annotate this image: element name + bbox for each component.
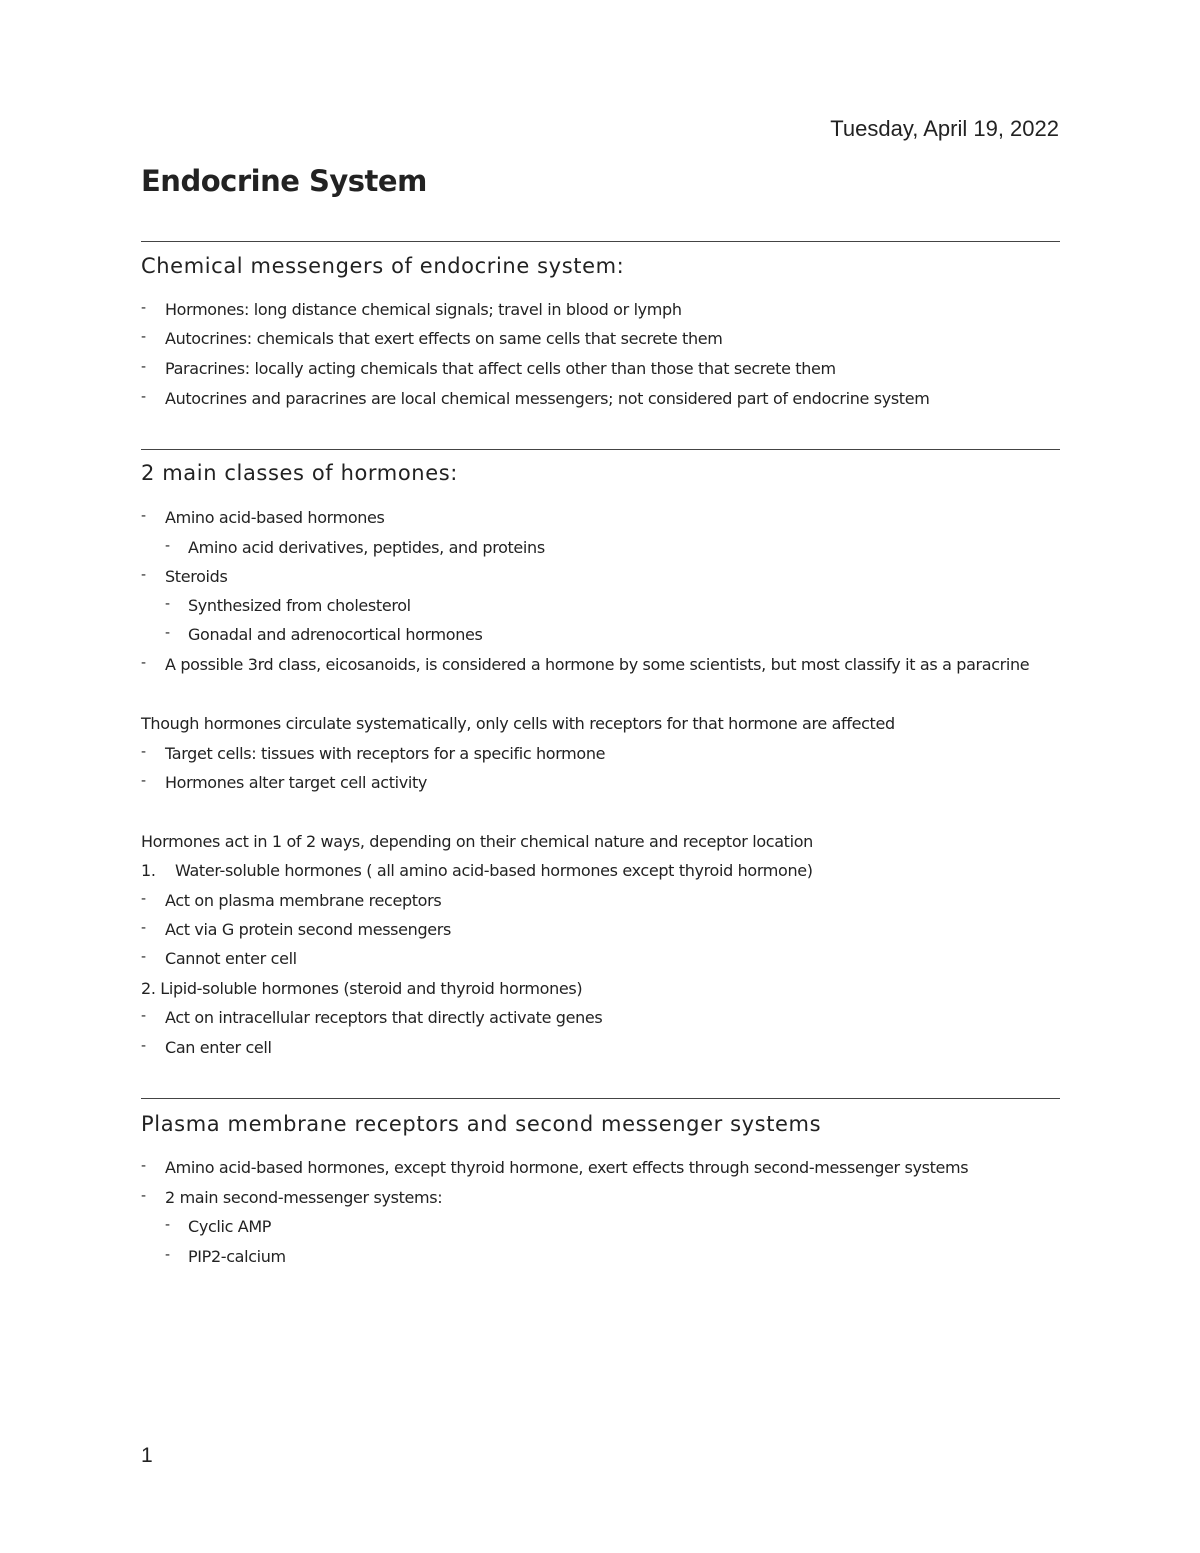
list-item: Hormones alter target cell activity	[165, 773, 428, 792]
page-number: 1	[141, 1444, 153, 1467]
bullet-dash: -	[141, 920, 147, 936]
bullet-dash: -	[141, 329, 147, 345]
list-item: Hormones: long distance chemical signals; travel in blood or lymph	[165, 300, 682, 319]
list-item: Amino acid-based hormones, except thyroid hormone, exert effects through second-messenger systems	[165, 1158, 969, 1177]
bullet-dash: -	[165, 596, 171, 612]
bullet-dash: -	[165, 1217, 171, 1233]
bullet-dash: -	[141, 389, 147, 405]
bullet-dash: -	[141, 300, 147, 316]
bullet-dash: -	[141, 744, 147, 760]
numbered-item: Water-soluble hormones ( all amino acid-based hormones except thyroid hormone)	[175, 861, 813, 880]
sub-list-item: Synthesized from cholesterol	[188, 596, 411, 615]
section-heading: 2 main classes of hormones:	[141, 461, 458, 485]
sub-list-item: Cyclic AMP	[188, 1217, 272, 1236]
bullet-dash: -	[141, 949, 147, 965]
bullet-dash: -	[141, 1038, 147, 1054]
section-divider	[141, 449, 1060, 450]
section-heading: Plasma membrane receptors and second messenger systems	[141, 1112, 822, 1136]
section-divider	[141, 241, 1060, 242]
list-item: Act via G protein second messengers	[165, 920, 451, 939]
list-item: Can enter cell	[165, 1038, 272, 1057]
paragraph: Though hormones circulate systematically, only cells with receptors for that hormone are affected	[141, 714, 895, 733]
document-title: Endocrine System	[141, 164, 427, 198]
numbered-marker: 1.	[141, 861, 156, 880]
bullet-dash: -	[141, 655, 147, 671]
section-divider	[141, 1098, 1060, 1099]
bullet-dash: -	[165, 625, 171, 641]
list-item: Cannot enter cell	[165, 949, 297, 968]
list-item: Steroids	[165, 567, 228, 586]
list-item: Target cells: tissues with receptors for a specific hormone	[165, 744, 606, 763]
bullet-dash: -	[165, 538, 171, 554]
sub-list-item: Amino acid derivatives, peptides, and proteins	[188, 538, 545, 557]
list-item: Act on plasma membrane receptors	[165, 891, 442, 910]
bullet-dash: -	[141, 1158, 147, 1174]
bullet-dash: -	[141, 567, 147, 583]
list-item: Autocrines: chemicals that exert effects on same cells that secrete them	[165, 329, 723, 348]
section-heading: Chemical messengers of endocrine system:	[141, 254, 625, 278]
bullet-dash: -	[141, 508, 147, 524]
bullet-dash: -	[141, 359, 147, 375]
bullet-dash: -	[141, 1188, 147, 1204]
list-item: Amino acid-based hormones	[165, 508, 385, 527]
bullet-dash: -	[141, 1008, 147, 1024]
numbered-item: 2. Lipid-soluble hormones (steroid and thyroid hormones)	[141, 979, 583, 998]
bullet-dash: -	[165, 1247, 171, 1263]
list-item: A possible 3rd class, eicosanoids, is considered a hormone by some scientists, but most classify it as a paracrine	[165, 655, 1030, 674]
paragraph: Hormones act in 1 of 2 ways, depending on their chemical nature and receptor location	[141, 832, 813, 851]
sub-list-item: PIP2-calcium	[188, 1247, 286, 1266]
list-item: Autocrines and paracrines are local chemical messengers; not considered part of endocrine system	[165, 389, 930, 408]
bullet-dash: -	[141, 773, 147, 789]
sub-list-item: Gonadal and adrenocortical hormones	[188, 625, 483, 644]
list-item: 2 main second-messenger systems:	[165, 1188, 443, 1207]
bullet-dash: -	[141, 891, 147, 907]
document-date: Tuesday, April 19, 2022	[830, 116, 1059, 141]
list-item: Paracrines: locally acting chemicals that affect cells other than those that secrete them	[165, 359, 836, 378]
list-item: Act on intracellular receptors that directly activate genes	[165, 1008, 603, 1027]
